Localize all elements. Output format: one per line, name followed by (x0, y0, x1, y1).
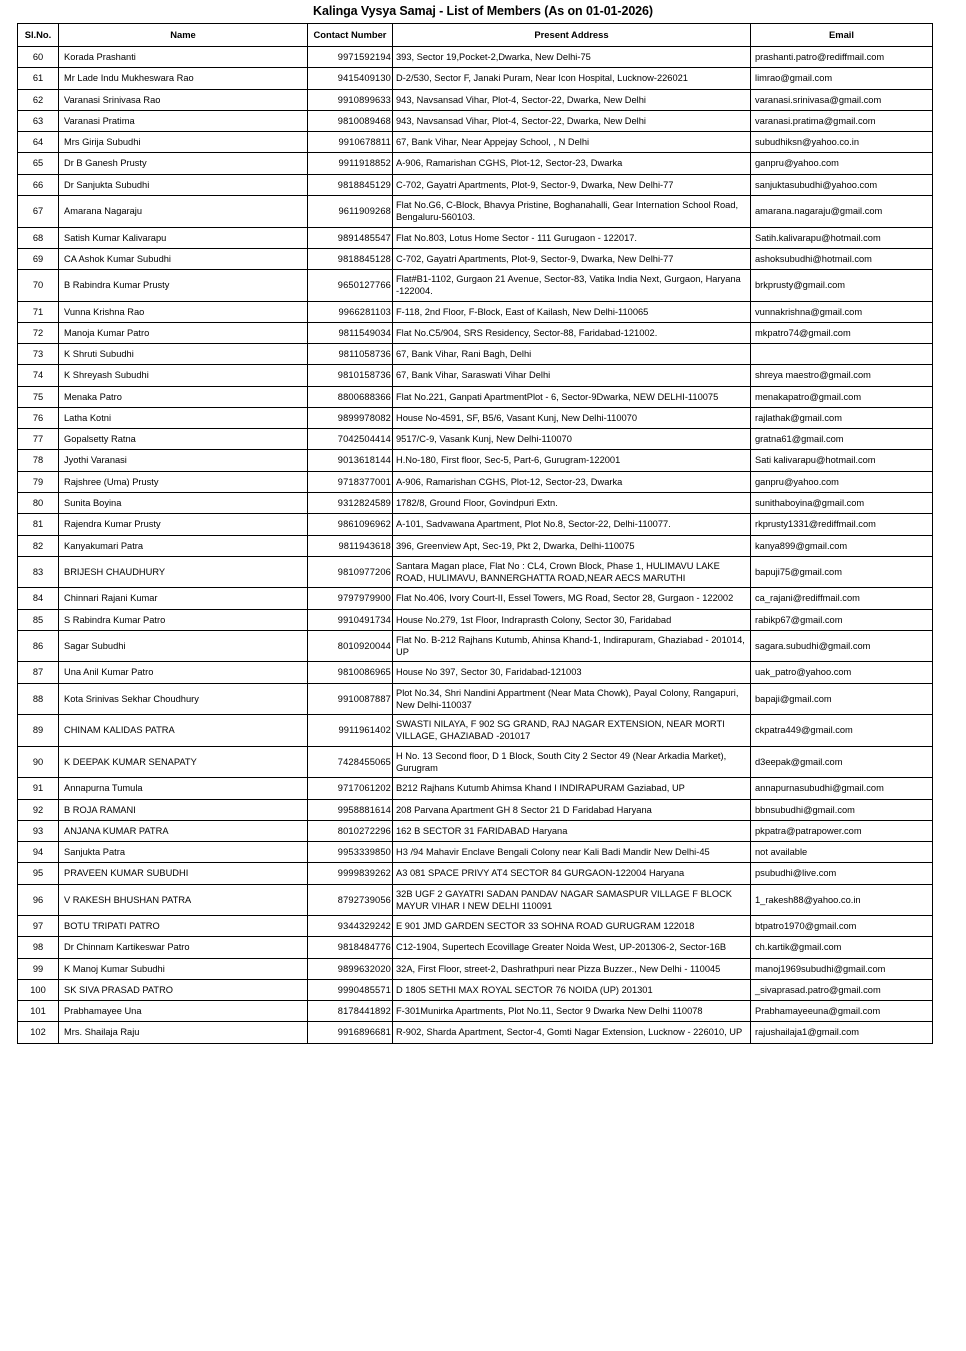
cell-name: CA Ashok Kumar Subudhi (59, 248, 308, 269)
cell-phone: 9818845128 (308, 248, 393, 269)
cell-name: Jyothi Varanasi (59, 450, 308, 471)
column-header-serial: Sl.No. (18, 23, 59, 46)
cell-email: psubudhi@live.com (751, 863, 933, 884)
cell-phone: 7042504414 (308, 429, 393, 450)
cell-address: Flat No.G6, C-Block, Bhavya Pristine, Boghanahalli, Gear Internation School Road, Bengaluru-560103. (393, 196, 751, 228)
table-row (18, 535, 933, 556)
cell-serial: 91 (18, 778, 59, 799)
cell-name: K Shruti Subudhi (59, 344, 308, 365)
table-header (18, 23, 933, 46)
cell-phone: 9910899633 (308, 89, 393, 110)
cell-serial: 70 (18, 270, 59, 302)
cell-address: 1782/8, Ground Floor, Govindpuri Extn. (393, 493, 751, 514)
cell-name: Dr B Ganesh Prusty (59, 153, 308, 174)
table-row (18, 588, 933, 609)
cell-address: House No 397, Sector 30, Faridabad-121003 (393, 662, 751, 683)
cell-name: Una Anil Kumar Patro (59, 662, 308, 683)
column-header-name: Name (59, 23, 308, 46)
cell-serial: 64 (18, 132, 59, 153)
cell-serial: 89 (18, 715, 59, 747)
cell-address: D-2/530, Sector F, Janaki Puram, Near Icon Hospital, Lucknow-226021 (393, 68, 751, 89)
cell-address: 943, Navsansad Vihar, Plot-4, Sector-22, Dwarka, New Delhi (393, 89, 751, 110)
table-row (18, 322, 933, 343)
cell-phone: 9953339850 (308, 842, 393, 863)
cell-email: amarana.nagaraju@gmail.com (751, 196, 933, 228)
cell-phone: 8792739056 (308, 884, 393, 916)
cell-email: ch.kartik@gmail.com (751, 937, 933, 958)
cell-email: subudhiksn@yahoo.co.in (751, 132, 933, 153)
table-row (18, 916, 933, 937)
cell-email: rabikp67@gmail.com (751, 609, 933, 630)
cell-address: R-902, Sharda Apartment, Sector-4, Gomti Nagar Extension, Lucknow - 226010, UP (393, 1022, 751, 1043)
table-row (18, 450, 933, 471)
table-row (18, 556, 933, 588)
cell-email: sagara.subudhi@gmail.com (751, 630, 933, 662)
cell-serial: 87 (18, 662, 59, 683)
cell-serial: 71 (18, 301, 59, 322)
cell-serial: 69 (18, 248, 59, 269)
cell-email: bbnsubudhi@gmail.com (751, 799, 933, 820)
cell-phone: 9910087887 (308, 683, 393, 715)
cell-name: ANJANA KUMAR PATRA (59, 820, 308, 841)
cell-address: House No.279, 1st Floor, Indraprasth Colony, Sector 30, Faridabad (393, 609, 751, 630)
cell-name: S Rabindra Kumar Patro (59, 609, 308, 630)
cell-phone: 7428455065 (308, 746, 393, 778)
cell-email: limrao@gmail.com (751, 68, 933, 89)
cell-name: Mrs. Shailaja Raju (59, 1022, 308, 1043)
table-row (18, 227, 933, 248)
cell-phone: 9818845129 (308, 174, 393, 195)
table-row (18, 68, 933, 89)
cell-address: A3 081 SPACE PRIVY AT4 SECTOR 84 GURGAON-122004 Haryana (393, 863, 751, 884)
cell-name: Gopalsetty Ratna (59, 429, 308, 450)
table-row (18, 174, 933, 195)
cell-serial: 81 (18, 514, 59, 535)
cell-address: A-101, Sadvawana Apartment, Plot No.8, Sector-22, Delhi-110077. (393, 514, 751, 535)
table-row (18, 884, 933, 916)
cell-phone: 9312824589 (308, 493, 393, 514)
table-row (18, 407, 933, 428)
cell-email: menakapatro@gmail.com (751, 386, 933, 407)
cell-email: varanasi.pratima@gmail.com (751, 110, 933, 131)
cell-email: rkprusty1331@rediffmail.com (751, 514, 933, 535)
cell-phone: 9911961402 (308, 715, 393, 747)
cell-name: Annapurna Tumula (59, 778, 308, 799)
cell-name: K Manoj Kumar Subudhi (59, 958, 308, 979)
cell-email: mkpatro74@gmail.com (751, 322, 933, 343)
cell-address: B212 Rajhans Kutumb Ahimsa Khand I INDIRAPURAM Gaziabad, UP (393, 778, 751, 799)
cell-phone: 9999839262 (308, 863, 393, 884)
table-row (18, 153, 933, 174)
table-row (18, 365, 933, 386)
table-row (18, 132, 933, 153)
cell-serial: 78 (18, 450, 59, 471)
cell-name: Sanjukta Patra (59, 842, 308, 863)
cell-serial: 77 (18, 429, 59, 450)
table-row (18, 979, 933, 1000)
cell-email: vunnakrishna@gmail.com (751, 301, 933, 322)
cell-address: 9517/C-9, Vasank Kunj, New Delhi-110070 (393, 429, 751, 450)
table-row (18, 386, 933, 407)
cell-phone: 9818484776 (308, 937, 393, 958)
cell-name: Varanasi Srinivasa Rao (59, 89, 308, 110)
table-row (18, 1001, 933, 1022)
cell-phone: 9916896681 (308, 1022, 393, 1043)
cell-address: 67, Bank Vihar, Near Appejay School, , N Delhi (393, 132, 751, 153)
cell-email: sunithaboyina@gmail.com (751, 493, 933, 514)
cell-address: 396, Greenview Apt, Sec-19, Pkt 2, Dwarka, Delhi-110075 (393, 535, 751, 556)
cell-name: Sunita Boyina (59, 493, 308, 514)
cell-serial: 61 (18, 68, 59, 89)
table-row (18, 863, 933, 884)
cell-phone: 8010272296 (308, 820, 393, 841)
cell-email: bapuji75@gmail.com (751, 556, 933, 588)
cell-email: rajlathak@gmail.com (751, 407, 933, 428)
cell-address: Flat No. B-212 Rajhans Kutumb, Ahinsa Khand-1, Indirapuram, Ghaziabad - 201014, UP (393, 630, 751, 662)
cell-address: 393, Sector 19,Pocket-2,Dwarka, New Delhi-75 (393, 47, 751, 68)
table-header-row (18, 23, 933, 46)
table-row (18, 746, 933, 778)
cell-phone: 9810089468 (308, 110, 393, 131)
cell-email: _sivaprasad.patro@gmail.com (751, 979, 933, 1000)
cell-serial: 73 (18, 344, 59, 365)
table-row (18, 493, 933, 514)
cell-serial: 74 (18, 365, 59, 386)
cell-phone: 9810977206 (308, 556, 393, 588)
table-row (18, 47, 933, 68)
cell-serial: 62 (18, 89, 59, 110)
cell-email: ganpru@yahoo.com (751, 153, 933, 174)
table-row (18, 630, 933, 662)
cell-serial: 68 (18, 227, 59, 248)
cell-name: K Shreyash Subudhi (59, 365, 308, 386)
cell-serial: 67 (18, 196, 59, 228)
cell-name: Varanasi Pratima (59, 110, 308, 131)
cell-name: Kota Srinivas Sekhar Choudhury (59, 683, 308, 715)
cell-name: PRAVEEN KUMAR SUBUDHI (59, 863, 308, 884)
cell-address: E 901 JMD GARDEN SECTOR 33 SOHNA ROAD GURUGRAM 122018 (393, 916, 751, 937)
column-header-email: Email (751, 23, 933, 46)
cell-email: sanjuktasubudhi@yahoo.com (751, 174, 933, 195)
cell-serial: 80 (18, 493, 59, 514)
cell-name: Manoja Kumar Patro (59, 322, 308, 343)
table-row (18, 429, 933, 450)
table-row (18, 937, 933, 958)
cell-serial: 60 (18, 47, 59, 68)
cell-email: not available (751, 842, 933, 863)
cell-address: 32B UGF 2 GAYATRI SADAN PANDAV NAGAR SAMASPUR VILLAGE F BLOCK MAYUR VIHAR I NEW DELHI 110091 (393, 884, 751, 916)
cell-phone: 9718377001 (308, 471, 393, 492)
cell-phone: 8800688366 (308, 386, 393, 407)
cell-address: 32A, First Floor, street-2, Dashrathpuri near Pizza Buzzer., New Delhi - 110045 (393, 958, 751, 979)
cell-email: manoj1969subudhi@gmail.com (751, 958, 933, 979)
cell-phone: 8178441892 (308, 1001, 393, 1022)
cell-phone: 9811943618 (308, 535, 393, 556)
cell-serial: 82 (18, 535, 59, 556)
cell-serial: 101 (18, 1001, 59, 1022)
cell-name: Chinnari Rajani Kumar (59, 588, 308, 609)
cell-serial: 84 (18, 588, 59, 609)
cell-name: B ROJA RAMANI (59, 799, 308, 820)
cell-name: Latha Kotni (59, 407, 308, 428)
table-row (18, 1022, 933, 1043)
table-row (18, 799, 933, 820)
cell-address: 208 Parvana Apartment GH 8 Sector 21 D Faridabad Haryana (393, 799, 751, 820)
cell-email: brkprusty@gmail.com (751, 270, 933, 302)
cell-phone: 9717061202 (308, 778, 393, 799)
table-row (18, 270, 933, 302)
table-row (18, 662, 933, 683)
table-row (18, 715, 933, 747)
cell-address: 943, Navsansad Vihar, Plot-4, Sector-22, Dwarka, New Delhi (393, 110, 751, 131)
table-row (18, 958, 933, 979)
cell-name: Rajendra Kumar Prusty (59, 514, 308, 535)
cell-address: 67, Bank Vihar, Saraswati Vihar Delhi (393, 365, 751, 386)
table-row (18, 471, 933, 492)
table-row (18, 778, 933, 799)
cell-email: bapaji@gmail.com (751, 683, 933, 715)
cell-email: pkpatra@patrapower.com (751, 820, 933, 841)
cell-phone: 9415409130 (308, 68, 393, 89)
cell-email: ca_rajani@rediffmail.com (751, 588, 933, 609)
cell-name: B Rabindra Kumar Prusty (59, 270, 308, 302)
cell-email: ckpatra449@gmail.com (751, 715, 933, 747)
cell-address: H3 /94 Mahavir Enclave Bengali Colony near Kali Badi Mandir New Delhi-45 (393, 842, 751, 863)
cell-email: varanasi.srinivasa@gmail.com (751, 89, 933, 110)
cell-serial: 88 (18, 683, 59, 715)
cell-email: annapurnasubudhi@gmail.com (751, 778, 933, 799)
cell-phone: 8010920044 (308, 630, 393, 662)
cell-email: gratna61@gmail.com (751, 429, 933, 450)
cell-serial: 90 (18, 746, 59, 778)
cell-name: K DEEPAK KUMAR SENAPATY (59, 746, 308, 778)
cell-name: Dr Sanjukta Subudhi (59, 174, 308, 195)
cell-phone: 9650127766 (308, 270, 393, 302)
cell-address: H.No-180, First floor, Sec-5, Part-6, Gurugram-122001 (393, 450, 751, 471)
cell-phone: 9911918852 (308, 153, 393, 174)
cell-phone: 9971592194 (308, 47, 393, 68)
cell-phone: 9611909268 (308, 196, 393, 228)
column-header-address: Present Address (393, 23, 751, 46)
cell-address: C-702, Gayatri Apartments, Plot-9, Sector-9, Dwarka, New Delhi-77 (393, 174, 751, 195)
table-row (18, 842, 933, 863)
cell-serial: 72 (18, 322, 59, 343)
cell-email: Satih.kalivarapu@hotmail.com (751, 227, 933, 248)
table-row (18, 609, 933, 630)
cell-serial: 75 (18, 386, 59, 407)
cell-serial: 97 (18, 916, 59, 937)
cell-name: Rajshree (Uma) Prusty (59, 471, 308, 492)
table-row (18, 344, 933, 365)
cell-address: Flat No.221, Ganpati ApartmentPlot - 6, Sector-9Dwarka, NEW DELHI-110075 (393, 386, 751, 407)
cell-phone: 9810086965 (308, 662, 393, 683)
cell-phone: 9797979900 (308, 588, 393, 609)
table-row (18, 820, 933, 841)
cell-address: Flat No.406, Ivory Court-II, Essel Towers, MG Road, Sector 28, Gurgaon - 122002 (393, 588, 751, 609)
cell-name: Sagar Subudhi (59, 630, 308, 662)
table-row (18, 514, 933, 535)
cell-email: ganpru@yahoo.com (751, 471, 933, 492)
cell-name: BOTU TRIPATI PATRO (59, 916, 308, 937)
cell-phone: 9013618144 (308, 450, 393, 471)
cell-name: CHINAM KALIDAS PATRA (59, 715, 308, 747)
cell-address: A-906, Ramarishan CGHS, Plot-12, Sector-23, Dwarka (393, 153, 751, 174)
cell-serial: 94 (18, 842, 59, 863)
table-row (18, 89, 933, 110)
cell-phone: 9810158736 (308, 365, 393, 386)
cell-serial: 92 (18, 799, 59, 820)
cell-address: SWASTI NILAYA, F 902 SG GRAND, RAJ NAGAR EXTENSION, NEAR MORTI VILLAGE, GHAZIABAD -201017 (393, 715, 751, 747)
cell-address: H No. 13 Second floor, D 1 Block, South City 2 Sector 49 (Near Arkadia Market), Gurugram (393, 746, 751, 778)
cell-email: Prabhamayeeuna@gmail.com (751, 1001, 933, 1022)
cell-name: Mrs Girija Subudhi (59, 132, 308, 153)
cell-serial: 98 (18, 937, 59, 958)
cell-address: 67, Bank Vihar, Rani Bagh, Delhi (393, 344, 751, 365)
cell-serial: 96 (18, 884, 59, 916)
members-table (17, 23, 933, 1044)
cell-address: C12-1904, Supertech Ecovillage Greater Noida West, UP-201306-2, Sector-16B (393, 937, 751, 958)
cell-name: Korada Prashanti (59, 47, 308, 68)
cell-serial: 66 (18, 174, 59, 195)
cell-serial: 93 (18, 820, 59, 841)
cell-email (751, 344, 933, 365)
cell-address: F-301Munirka Apartments, Plot No.11, Sector 9 Dwarka New Delhi 110078 (393, 1001, 751, 1022)
cell-serial: 65 (18, 153, 59, 174)
cell-phone: 9899978082 (308, 407, 393, 428)
cell-name: SK SIVA PRASAD PATRO (59, 979, 308, 1000)
cell-address: Plot No.34, Shri Nandini Appartment (Near Mata Chowk), Payal Colony, Rangapuri, New Delhi-110037 (393, 683, 751, 715)
cell-email: shreya maestro@gmail.com (751, 365, 933, 386)
cell-phone: 9344329242 (308, 916, 393, 937)
table-row (18, 110, 933, 131)
cell-name: BRIJESH CHAUDHURY (59, 556, 308, 588)
cell-name: Prabhamayee Una (59, 1001, 308, 1022)
cell-phone: 9910678811 (308, 132, 393, 153)
cell-address: A-906, Ramarishan CGHS, Plot-12, Sector-23, Dwarka (393, 471, 751, 492)
cell-phone: 9990485571 (308, 979, 393, 1000)
cell-phone: 9899632020 (308, 958, 393, 979)
cell-email: kanya899@gmail.com (751, 535, 933, 556)
cell-serial: 100 (18, 979, 59, 1000)
table-row (18, 248, 933, 269)
cell-name: Amarana Nagaraju (59, 196, 308, 228)
cell-address: 162 B SECTOR 31 FARIDABAD Haryana (393, 820, 751, 841)
cell-phone: 9958881614 (308, 799, 393, 820)
cell-email: d3eepak@gmail.com (751, 746, 933, 778)
cell-address: Flat No.C5/904, SRS Residency, Sector-88, Faridabad-121002. (393, 322, 751, 343)
cell-address: C-702, Gayatri Apartments, Plot-9, Sector-9, Dwarka, New Delhi-77 (393, 248, 751, 269)
cell-serial: 83 (18, 556, 59, 588)
cell-phone: 9811058736 (308, 344, 393, 365)
cell-phone: 9861096962 (308, 514, 393, 535)
page-title: Kalinga Vysya Samaj - List of Members (As on 01-01-2026) (313, 4, 653, 18)
cell-email: prashanti.patro@rediffmail.com (751, 47, 933, 68)
cell-email: btpatro1970@gmail.com (751, 916, 933, 937)
cell-serial: 99 (18, 958, 59, 979)
cell-name: Satish Kumar Kalivarapu (59, 227, 308, 248)
cell-email: Sati kalivarapu@hotmail.com (751, 450, 933, 471)
table-row (18, 683, 933, 715)
cell-serial: 63 (18, 110, 59, 131)
cell-serial: 85 (18, 609, 59, 630)
cell-name: Kanyakumari Patra (59, 535, 308, 556)
cell-address: House No-4591, SF, B5/6, Vasant Kunj, New Delhi-110070 (393, 407, 751, 428)
cell-phone: 9811549034 (308, 322, 393, 343)
cell-serial: 79 (18, 471, 59, 492)
cell-email: 1_rakesh88@yahoo.co.in (751, 884, 933, 916)
table-row (18, 301, 933, 322)
table-body (18, 47, 933, 1044)
cell-phone: 9966281103 (308, 301, 393, 322)
cell-phone: 9910491734 (308, 609, 393, 630)
table-row (18, 196, 933, 228)
cell-name: V RAKESH BHUSHAN PATRA (59, 884, 308, 916)
cell-address: Flat#B1-1102, Gurgaon 21 Avenue, Sector-83, Vatika India Next, Gurgaon, Haryana -122004. (393, 270, 751, 302)
cell-serial: 86 (18, 630, 59, 662)
cell-email: rajushailaja1@gmail.com (751, 1022, 933, 1043)
cell-name: Mr Lade Indu Mukheswara Rao (59, 68, 308, 89)
cell-name: Dr Chinnam Kartikeswar Patro (59, 937, 308, 958)
cell-serial: 102 (18, 1022, 59, 1043)
cell-address: D 1805 SETHI MAX ROYAL SECTOR 76 NOIDA (UP) 201301 (393, 979, 751, 1000)
cell-serial: 76 (18, 407, 59, 428)
cell-phone: 9891485547 (308, 227, 393, 248)
cell-email: ashoksubudhi@hotmail.com (751, 248, 933, 269)
cell-email: uak_patro@yahoo.com (751, 662, 933, 683)
cell-address: Santara Magan place, Flat No : CL4, Crown Block, Phase 1, HULIMAVU LAKE ROAD, HULIMAVU, BANNERGHATTA ROAD,NEAR AECS MARUTHI (393, 556, 751, 588)
cell-name: Menaka Patro (59, 386, 308, 407)
cell-serial: 95 (18, 863, 59, 884)
cell-address: F-118, 2nd Floor, F-Block, East of Kailash, New Delhi-110065 (393, 301, 751, 322)
column-header-phone: Contact Number (308, 23, 393, 46)
cell-name: Vunna Krishna Rao (59, 301, 308, 322)
cell-address: Flat No.803, Lotus Home Sector - 111 Gurugaon - 122017. (393, 227, 751, 248)
